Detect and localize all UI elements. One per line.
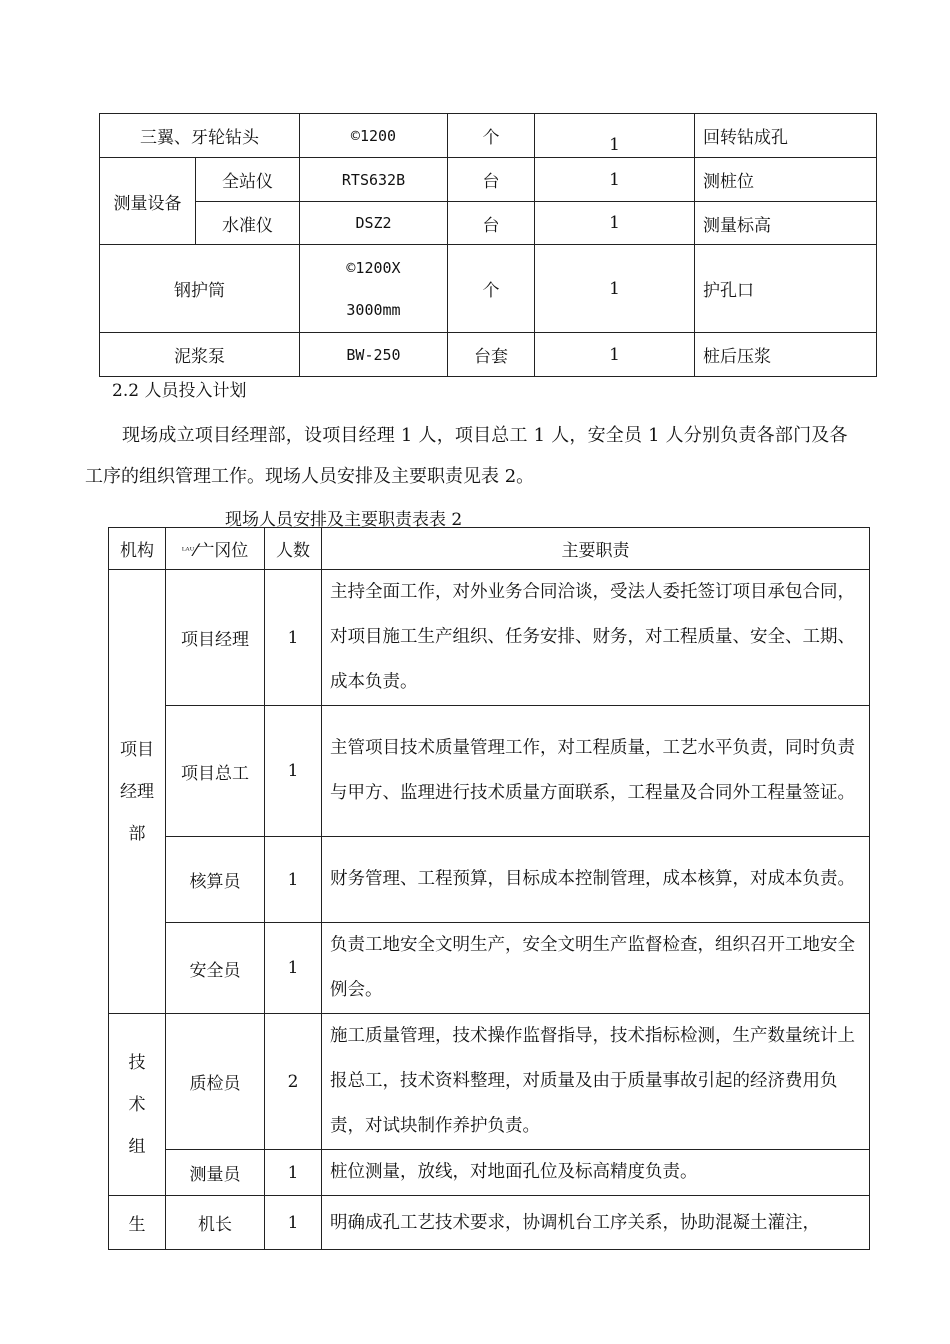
group-tech <box>109 1014 166 1196</box>
count-cell: 1 <box>265 923 322 1014</box>
equipment-unit: 台套 <box>448 333 535 377</box>
equipment-unit: 个 <box>448 245 535 333</box>
table-caption: 现场人员安排及主要职责表表 2 <box>225 510 463 530</box>
table-row <box>100 158 877 202</box>
equipment-unit: 台 <box>448 158 535 202</box>
header-post-prefix: ᴸᴬᵁ <box>181 546 195 557</box>
paragraph-line-2: 工序的组织管理工作。现场人员安排及主要职责见表 2。 <box>85 466 535 487</box>
table-row <box>109 923 870 1014</box>
equipment-qty: 1 <box>535 158 695 202</box>
header-count: 人数 <box>265 528 322 570</box>
equipment-name: 水准仪 <box>196 202 300 245</box>
count-cell: 2 <box>265 1014 322 1150</box>
post-cell: 安全员 <box>166 923 265 1014</box>
count-cell: 1 <box>265 1150 322 1196</box>
count-cell: 1 <box>265 1196 322 1250</box>
table-row <box>100 202 877 245</box>
table-row <box>109 1196 870 1250</box>
table-row <box>109 706 870 837</box>
table-row <box>100 333 877 377</box>
equipment-use: 测量标高 <box>695 202 877 245</box>
equipment-use: 回转钻成孔 <box>695 114 877 158</box>
equipment-spec: ©1200 <box>300 114 448 158</box>
group-line: 组 <box>128 1136 146 1157</box>
table-row <box>109 1014 870 1150</box>
duty-cell: 施工质量管理，技术操作监督指导，技术指标检测，生产数量统计上报总工，技术资料整理，对质量及由于质量事故引起的经济费用负责，对试块制作养护负责。 <box>322 1014 870 1150</box>
count-cell: 1 <box>265 706 322 837</box>
count-cell: 1 <box>265 570 322 706</box>
table-row <box>109 1150 870 1196</box>
equipment-qty: 1 <box>535 114 695 158</box>
post-cell: 项目总工 <box>166 706 265 837</box>
group-line: 术 <box>128 1094 146 1115</box>
post-cell: 核算员 <box>166 837 265 923</box>
post-cell: 机长 <box>166 1196 265 1250</box>
duty-cell: 桩位测量，放线，对地面孔位及标高精度负责。 <box>322 1150 870 1196</box>
group-line: 技 <box>128 1052 146 1073</box>
equipment-spec <box>300 245 448 333</box>
equipment-spec: BW-250 <box>300 333 448 377</box>
group-production: 生 <box>109 1196 166 1250</box>
equipment-name: 泥浆泵 <box>100 333 300 377</box>
table-row <box>109 837 870 923</box>
count-cell: 1 <box>265 837 322 923</box>
duty-cell: 财务管理、工程预算，目标成本控制管理，成本核算，对成本负责。 <box>322 837 870 923</box>
table-header-row <box>109 528 870 570</box>
equipment-name: 三翼、牙轮钻头 <box>100 114 300 158</box>
table-row <box>100 245 877 333</box>
header-post <box>166 528 265 570</box>
group-line: 部 <box>128 823 146 844</box>
post-cell: 质检员 <box>166 1014 265 1150</box>
post-cell: 测量员 <box>166 1150 265 1196</box>
group-project-dept <box>109 570 166 1014</box>
table-row <box>100 114 877 158</box>
equipment-name: 全站仪 <box>196 158 300 202</box>
staff-table <box>108 527 870 1250</box>
equipment-group: 测量设备 <box>100 158 196 245</box>
section-heading: 2.2 人员投入计划 <box>112 381 247 401</box>
group-line: 经理 <box>120 781 154 802</box>
equipment-spec: DSZ2 <box>300 202 448 245</box>
post-cell: 项目经理 <box>166 570 265 706</box>
table-row <box>109 570 870 706</box>
duty-cell: 主管项目技术质量管理工作，对工程质量，工艺水平负责，同时负责与甲方、监理进行技术质量方面联系，工程量及合同外工程量签证。 <box>322 706 870 837</box>
equipment-spec-line2: 3000mm <box>346 300 401 319</box>
equipment-qty: 1 <box>535 202 695 245</box>
header-post-label: ⁄亠冈位 <box>194 541 249 561</box>
group-line: 项目 <box>120 739 154 760</box>
equipment-spec: RTS632B <box>300 158 448 202</box>
duty-cell: 明确成孔工艺技术要求，协调机台工序关系，协助混凝土灌注， <box>322 1196 870 1250</box>
equipment-unit: 台 <box>448 202 535 245</box>
equipment-spec-line1: ©1200X <box>346 258 401 277</box>
equipment-use: 桩后压浆 <box>695 333 877 377</box>
duty-cell: 主持全面工作，对外业务合同洽谈，受法人委托签订项目承包合同，对项目施工生产组织、任务安排、财务，对工程质量、安全、工期、成本负责。 <box>322 570 870 706</box>
equipment-table <box>99 113 877 377</box>
equipment-unit: 个 <box>448 114 535 158</box>
equipment-name: 钢护筒 <box>100 245 300 333</box>
duty-cell: 负责工地安全文明生产，安全文明生产监督检查，组织召开工地安全例会。 <box>322 923 870 1014</box>
equipment-qty: 1 <box>535 333 695 377</box>
equipment-qty: 1 <box>535 245 695 333</box>
equipment-use: 测桩位 <box>695 158 877 202</box>
equipment-use: 护孔口 <box>695 245 877 333</box>
paragraph-line-1: 现场成立项目经理部，设项目经理 1 人，项目总工 1 人，安全员 1 人分别负责各部门及各 <box>122 425 848 446</box>
header-org: 机构 <box>109 528 166 570</box>
header-duty: 主要职责 <box>322 528 870 570</box>
